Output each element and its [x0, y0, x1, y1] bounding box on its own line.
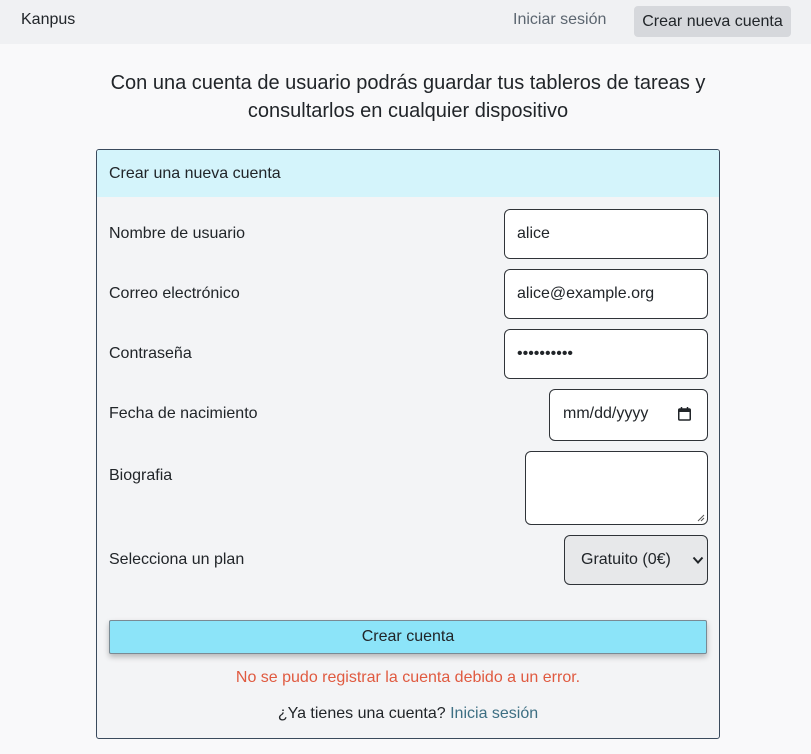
birthdate-input[interactable]: [549, 389, 708, 441]
brand-logo[interactable]: Kanpus: [21, 11, 76, 28]
plan-label: Selecciona un plan: [109, 551, 245, 568]
signup-form-card: [96, 149, 720, 739]
plan-selected-value: Gratuito (0€): [581, 551, 671, 568]
birthdate-label: Fecha de nacimiento: [109, 405, 258, 422]
bio-textarea[interactable]: [525, 451, 708, 525]
email-label: Correo electrónico: [109, 285, 240, 302]
chevron-down-icon: [692, 555, 704, 565]
password-label: Contraseña: [109, 345, 192, 362]
create-account-button[interactable]: Crear cuenta: [109, 620, 707, 654]
birthdate-value: mm/dd/yyyy: [563, 405, 649, 422]
bio-label: Biografia: [109, 467, 173, 484]
email-input[interactable]: [504, 269, 708, 319]
calendar-icon[interactable]: [678, 407, 691, 421]
password-input[interactable]: [504, 329, 708, 379]
intro-text: Con una cuenta de usuario podrás guardar tus tableros de tareas y consultarlos en cualquier dispositivo: [110, 72, 706, 122]
username-input[interactable]: [504, 209, 708, 259]
form-header: Crear una nueva cuenta: [97, 150, 719, 197]
login-prompt: [97, 705, 719, 723]
username-label: Nombre de usuario: [109, 225, 246, 242]
login-footer-link[interactable]: Inicia sesión: [450, 705, 539, 722]
login-prompt-text: ¿Ya tienes una cuenta?: [277, 705, 446, 722]
login-link[interactable]: Iniciar sesión: [513, 11, 607, 28]
resize-handle-icon[interactable]: [697, 514, 705, 522]
error-message: No se pudo registrar la cuenta debido a un error.: [235, 669, 581, 686]
plan-select[interactable]: [564, 535, 708, 585]
navbar: [0, 0, 811, 44]
signup-button[interactable]: Crear nueva cuenta: [634, 6, 791, 37]
